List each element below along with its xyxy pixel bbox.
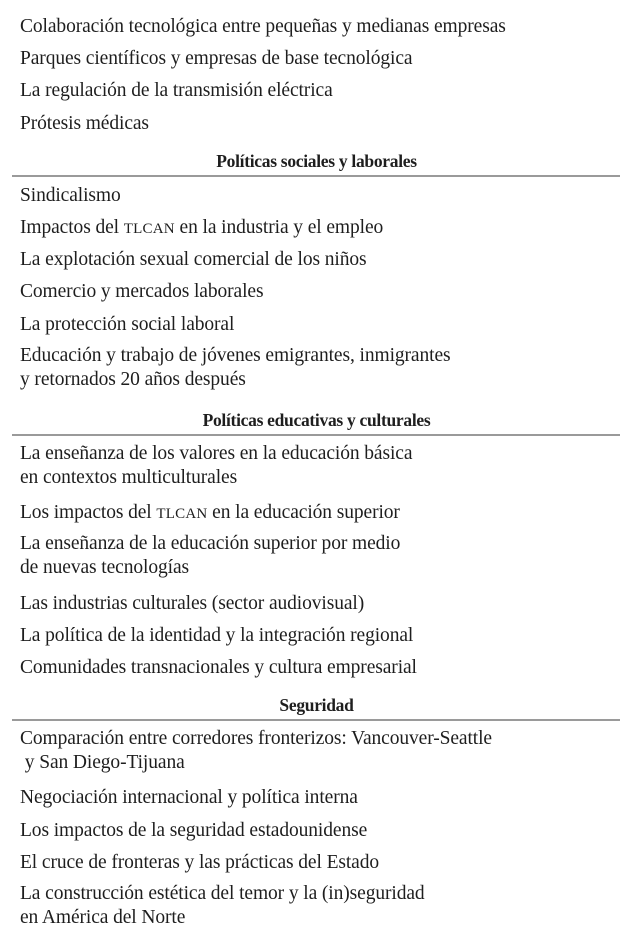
list-item-line: y retornados 20 años después — [20, 368, 246, 390]
list-item: Negociación internacional y política interna — [20, 787, 358, 809]
list-item-text: Los impactos del — [20, 502, 157, 524]
list-item-line: La construcción estética del temor y la (in)seguridad — [20, 883, 425, 904]
list-item: Comunidades transnacionales y cultura empresarial — [20, 657, 417, 678]
list-item: Las industrias culturales (sector audiovisual) — [20, 592, 365, 614]
list-item-line: La enseñanza de los valores en la educación básica — [20, 443, 413, 464]
list-item-line: Educación y trabajo de jóvenes emigrantes, inmigrantes — [20, 344, 451, 366]
list-item-line: de nuevas tecnologías — [20, 557, 190, 579]
list-item: La regulación de la transmisión eléctrica — [20, 80, 333, 102]
section-divider — [12, 434, 620, 436]
section-heading: Políticas educativas y culturales — [202, 410, 431, 430]
list-item: Parques científicos y empresas de base tecnológica — [20, 48, 413, 70]
list-item-line: en contextos multiculturales — [20, 467, 238, 488]
list-item: Sindicalismo — [20, 184, 121, 206]
section-divider — [12, 175, 620, 177]
list-item — [20, 532, 400, 580]
list-item: Los impactos de la seguridad estadounidense — [20, 819, 368, 841]
list-item: La explotación sexual comercial de los niños — [20, 249, 367, 271]
list-item — [20, 215, 383, 242]
list-item-text: Impactos del — [20, 217, 124, 238]
section-heading: Políticas sociales y laborales — [216, 150, 417, 171]
list-item: Colaboración tecnológica entre pequeñas y medianas empresas — [20, 16, 506, 37]
list-item — [20, 442, 412, 490]
section-heading: Seguridad — [279, 695, 354, 716]
list-item: La política de la identidad y la integración regional — [20, 624, 414, 646]
list-item — [20, 882, 425, 930]
list-item-line: Comparación entre corredores fronterizos: Vancouver-Seattle — [20, 728, 492, 750]
list-item — [20, 500, 400, 527]
list-item: El cruce de fronteras y las prácticas del Estado — [20, 851, 380, 873]
list-item: Comercio y mercados laborales — [20, 281, 264, 303]
acronym: TLCAN — [123, 221, 175, 237]
list-item-line: y San Diego-Tijuana — [20, 752, 185, 774]
list-item-line: en América del Norte — [20, 907, 186, 928]
list-item — [20, 344, 451, 392]
list-item-text: en la industria y el empleo — [174, 217, 384, 238]
section-divider — [12, 719, 620, 721]
list-item — [20, 727, 492, 775]
list-item-text: en la educación superior — [207, 502, 400, 524]
list-item: Prótesis médicas — [20, 112, 149, 134]
list-item: La protección social laboral — [20, 313, 235, 335]
list-item-line: La enseñanza de la educación superior por medio — [20, 533, 401, 555]
acronym: TLCAN — [156, 506, 208, 523]
